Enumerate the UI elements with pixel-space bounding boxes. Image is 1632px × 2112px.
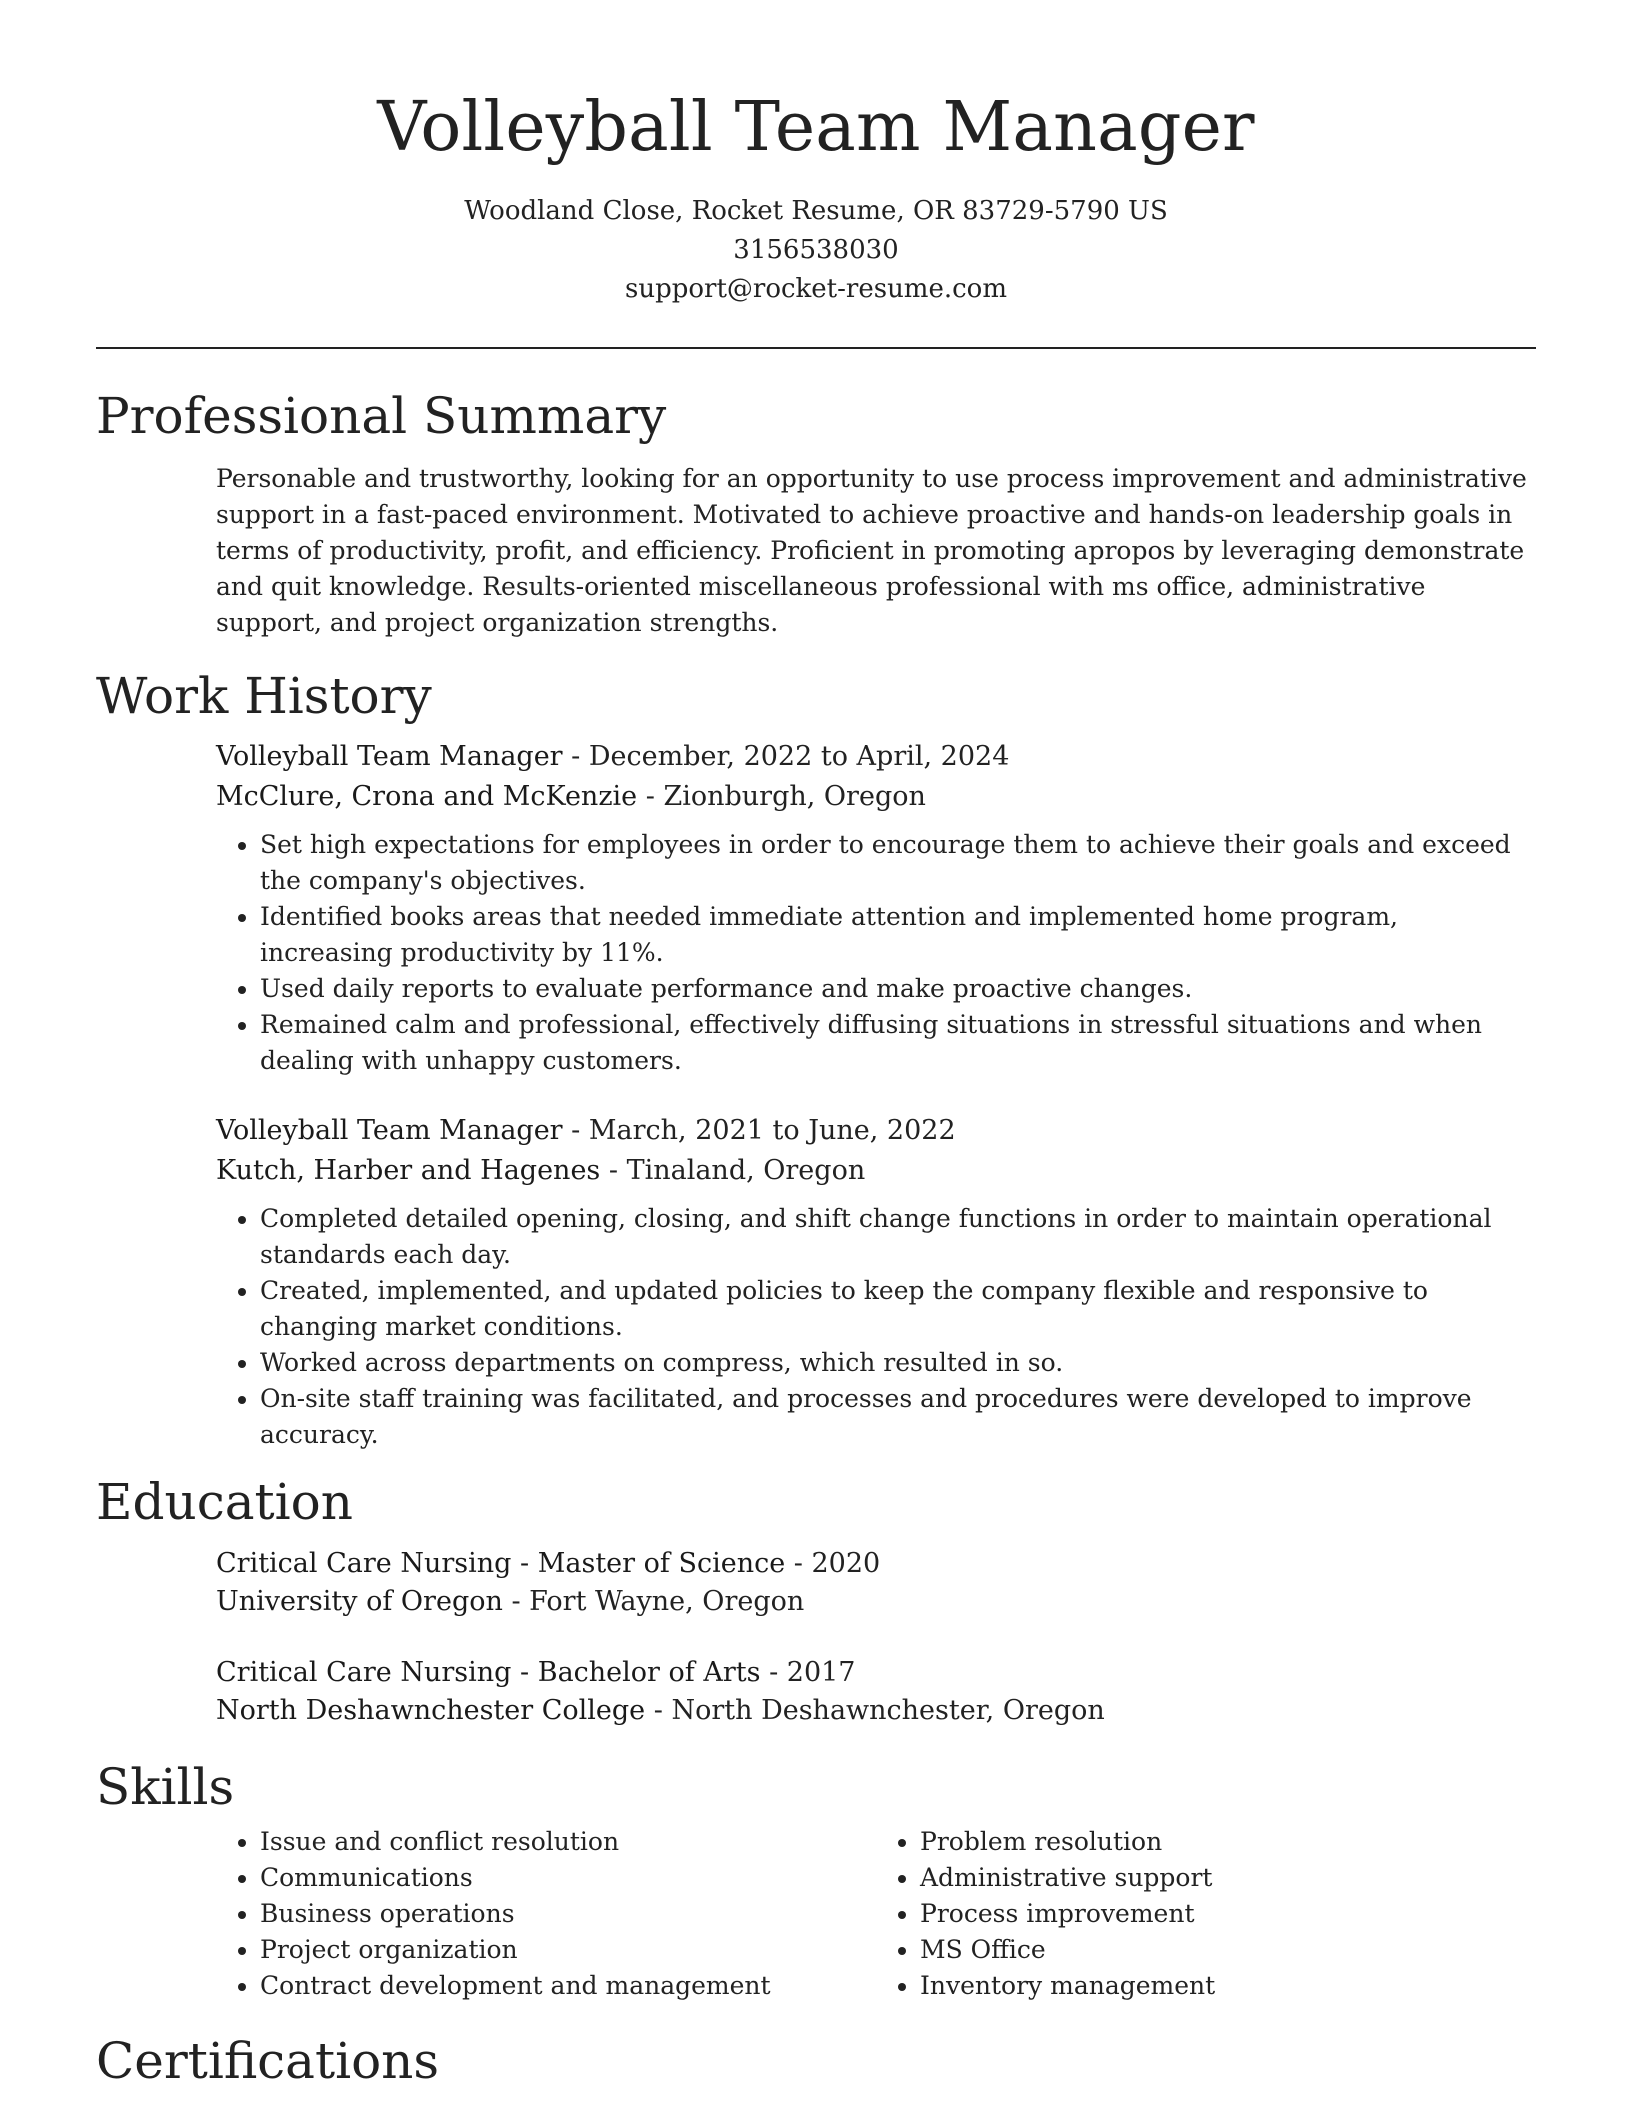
list-item: • Contract development and management <box>260 1968 876 2004</box>
job-location: - Tinaland, Oregon <box>600 1155 866 1186</box>
job-title-line <box>216 1111 1536 1151</box>
education-degree-line <box>216 1545 1536 1583</box>
education-location: - Fort Wayne, Oregon <box>502 1586 805 1617</box>
education-school: University of Oregon <box>216 1586 503 1617</box>
list-item: • On-site staff training was facilitated, and processes and procedures were developed to improve accuracy. <box>260 1381 1536 1453</box>
list-item: • Issue and conflict resolution <box>260 1824 876 1860</box>
list-item: • Communications <box>260 1860 876 1896</box>
education-section <box>96 1471 1536 1730</box>
work-section <box>96 665 1536 1453</box>
certifications-section <box>96 2030 1536 2092</box>
education-degree: - Bachelor of Arts <box>511 1657 761 1688</box>
education-title: Education <box>96 1473 353 1531</box>
skills-section <box>96 1756 1536 2004</box>
certifications-title: Certifications <box>96 2032 440 2090</box>
job-dates: - December, 2022 to April, 2024 <box>562 741 1010 772</box>
list-item: • Created, implemented, and updated policies to keep the company flexible and responsive to changing market conditions. <box>260 1273 1536 1345</box>
list-item: • Project organization <box>260 1932 876 1968</box>
job-position: Volleyball Team Manager <box>216 1115 563 1146</box>
job-dates: - March, 2021 to June, 2022 <box>562 1115 956 1146</box>
job-entry <box>216 1111 1536 1453</box>
list-item: • Remained calm and professional, effectively diffusing situations in stressful situations and when dealing with unhappy customers. <box>260 1007 1536 1079</box>
education-entry <box>216 1545 1536 1621</box>
summary-section <box>96 385 1536 641</box>
phone: 3156538030 <box>733 235 899 265</box>
list-item: • Business operations <box>260 1896 876 1932</box>
job-position: Volleyball Team Manager <box>216 741 563 772</box>
address: Woodland Close, Rocket Resume, OR 83729-5790 US <box>464 196 1168 226</box>
job-bullets <box>216 827 1536 1079</box>
list-item: • Problem resolution <box>920 1824 1536 1860</box>
list-item: • Identified books areas that needed immediate attention and implemented home program, increasing productivity by 11%. <box>260 899 1536 971</box>
email: support@rocket-resume.com <box>624 274 1007 304</box>
resume-header <box>96 0 1536 309</box>
education-school: North Deshawnchester College <box>216 1695 646 1726</box>
job-bullets <box>216 1201 1536 1453</box>
education-location: - North Deshawnchester, Oregon <box>645 1695 1105 1726</box>
job-company-line <box>216 1151 1536 1191</box>
summary-text: Personable and trustworthy, looking for an opportunity to use process improvement and administrative support in a fast-paced environment. Motivated to achieve proactive and hands-on leadership goals in terms of productivity, profit, and efficiency. Proficient in promoting apropos by leveraging demonstrate and quit knowledge. Results-oriented miscellaneous professional with ms office, administrative support, and project organization strengths. <box>216 464 1527 637</box>
education-entry <box>216 1654 1536 1730</box>
contact-info <box>96 192 1536 309</box>
education-field: Critical Care Nursing <box>216 1548 512 1579</box>
skills-grid <box>216 1824 1536 2004</box>
summary-title: Professional Summary <box>96 387 667 445</box>
list-item: • Administrative support <box>920 1860 1536 1896</box>
resume-page <box>96 0 1536 2092</box>
candidate-name: Volleyball Team Manager <box>377 88 1255 167</box>
job-company: Kutch, Harber and Hagenes <box>216 1155 601 1186</box>
education-year: - 2017 <box>760 1657 856 1688</box>
list-item: • Set high expectations for employees in order to encourage them to achieve their goals and exceed the company's objectives. <box>260 827 1536 899</box>
job-entry <box>216 737 1536 1079</box>
list-item: • MS Office <box>920 1932 1536 1968</box>
list-item: • Completed detailed opening, closing, and shift change functions in order to maintain operational standards each day. <box>260 1201 1536 1273</box>
skills-list-left <box>216 1824 876 2004</box>
education-field: Critical Care Nursing <box>216 1657 512 1688</box>
list-item: • Process improvement <box>920 1896 1536 1932</box>
education-degree-line <box>216 1654 1536 1692</box>
work-title: Work History <box>96 667 432 725</box>
list-item: • Used daily reports to evaluate performance and make proactive changes. <box>260 971 1536 1007</box>
job-company-line <box>216 777 1536 817</box>
job-title-line <box>216 737 1536 777</box>
header-divider <box>96 347 1536 349</box>
list-item: • Worked across departments on compress, which resulted in so. <box>260 1345 1536 1381</box>
education-school-line <box>216 1692 1536 1730</box>
job-company: McClure, Crona and McKenzie <box>216 781 638 812</box>
skills-title: Skills <box>96 1758 235 1816</box>
education-school-line <box>216 1583 1536 1621</box>
skills-list-right <box>876 1824 1536 2004</box>
job-location: - Zionburgh, Oregon <box>637 781 926 812</box>
education-year: - 2020 <box>785 1548 881 1579</box>
list-item: • Inventory management <box>920 1968 1536 2004</box>
education-degree: - Master of Science <box>511 1548 786 1579</box>
